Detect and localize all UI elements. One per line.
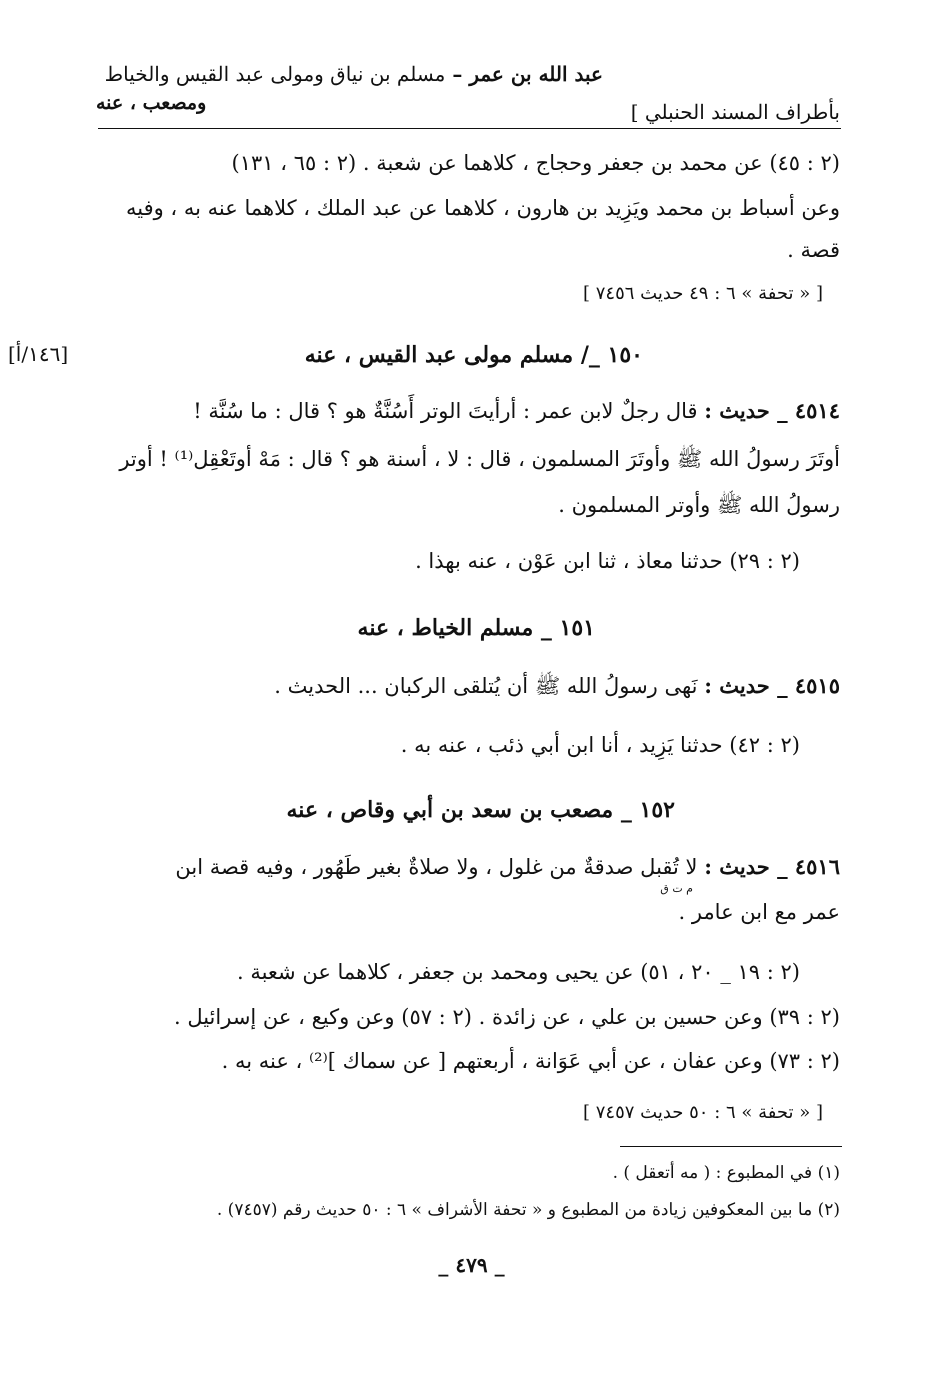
hadith-text-part: نَهى رسولُ الله ﷺ أن يُتلقى الركبان ... الحديث . <box>274 674 698 698</box>
footnote: (١) في المطبوع : ( مه أتعقل ) . <box>612 1163 840 1183</box>
hadith-text <box>193 398 840 423</box>
hadith-text-part: لا تُقبل صدقةٌ من غلول ، ولا صلاةٌ بغير طَهُور ، وفيه قصة ابن <box>175 855 698 879</box>
chain-line: وعن أسباط بن محمد ويَزِيد بن هارون ، كلاهما عن عبد الملك ، كلاهما عنه به ، وفيه <box>125 196 840 220</box>
section-title: ١٥٢ _ مصعب بن سعد بن أبي وقاص ، عنه <box>286 797 675 823</box>
chain-line: (٢ : ٢٩) حدثنا معاذ ، ثنا ابن عَوْن ، عنه بهذا . <box>415 549 800 573</box>
running-header-title <box>105 62 603 86</box>
hadith-text: رسولُ الله ﷺ وأوتر المسلمون . <box>558 493 840 517</box>
hadith-number: ٤٥١٤ _ حديث : <box>704 398 840 423</box>
siglum-marks: م ت ق <box>660 882 693 895</box>
tuhfa-reference: [ « تحفة » ٦ : ٥٠ حديث ٧٤٥٧ ] <box>583 1102 823 1123</box>
margin-folio-ref: [١٤٦/أ] <box>8 342 69 366</box>
hadith-text <box>274 673 840 704</box>
hadith-number: ٤٥١٦ _ حديث : <box>704 854 840 879</box>
chain-line: (٢ : ١٩ _ ٢٠ ، ٥١) عن يحيى ومحمد بن جعفر ، كلاهما عن شعبة . <box>236 960 800 984</box>
tuhfa-reference: [ « تحفة » ٦ : ٤٩ حديث ٧٤٥٦ ] <box>583 283 823 304</box>
hadith-text: عمر مع ابن عامر . <box>678 900 840 924</box>
header-rule <box>98 128 841 129</box>
hadith-text: أوتَرَ رسولُ الله ﷺ وأوتَرَ المسلمون ، قال : لا ، أسنة هو ؟ قال : مَهْ أوتَعْقِل⁽¹⁾ ! أوتر <box>119 447 840 471</box>
hadith-text-part: قال رجلٌ لابن عمر : أرأيتَ الوتر أَسُنَّةٌ هو ؟ قال : ما سُنَّة ! <box>193 399 698 423</box>
footnote-rule <box>620 1146 842 1147</box>
chain-line: قصة . <box>787 238 840 262</box>
hadith-number: ٤٥١٥ _ حديث : <box>704 673 840 698</box>
section-title: ١٥٠ _/ مسلم مولى عبد القيس ، عنه <box>304 342 643 368</box>
chain-line: (٢ : ٤٢) حدثنا يَزِيد ، أنا ابن أبي ذئب ، عنه به . <box>400 733 800 757</box>
header-rest-part: مسلم بن نياق ومولى عبد القيس والخياط <box>104 62 446 86</box>
header-bold-part: عبد الله بن عمر – <box>452 62 603 86</box>
hadith-text <box>175 854 840 879</box>
chain-line: (٢ : ٤٥) عن محمد بن جعفر وحجاج ، كلاهما عن شعبة . (٢ : ٦٥ ، ١٣١) <box>231 151 840 175</box>
section-title: ١٥١ _ مسلم الخياط ، عنه <box>357 615 595 641</box>
chain-line: (٢ : ٣٩) وعن حسين بن علي ، عن زائدة . (٢ : ٥٧) وعن وكيع ، عن إسرائيل . <box>173 1005 840 1029</box>
chain-line: (٢ : ٧٣) وعن عفان ، عن أبي عَوَانة ، أربعتهم [ عن سماك ]⁽²⁾ ، عنه به . <box>221 1049 840 1073</box>
running-header-subtitle: ومصعب ، عنه <box>96 92 207 114</box>
running-header-book: بأطراف المسند الحنبلي ] <box>630 100 840 124</box>
page-number: _ ٤٧٩ _ <box>438 1253 505 1277</box>
footnote: (٢) ما بين المعكوفين زيادة من المطبوع و « تحفة الأشراف » ٦ : ٥٠ حديث رقم (٧٤٥٧) . <box>216 1200 840 1220</box>
